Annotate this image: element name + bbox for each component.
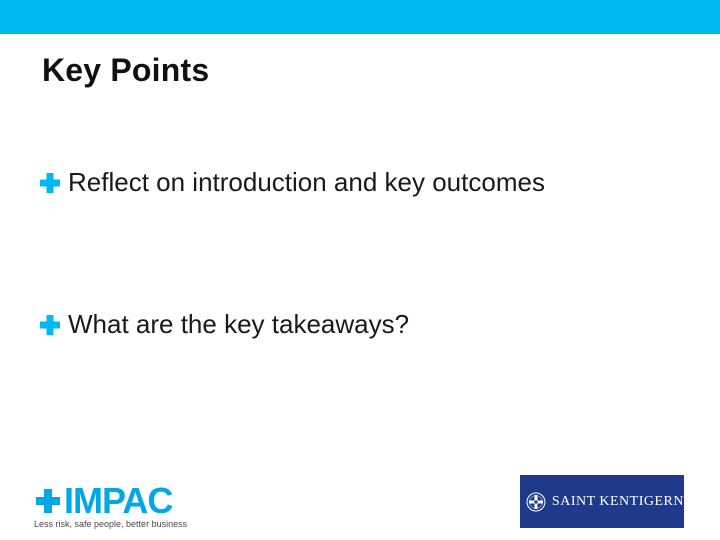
bullet-text: Reflect on introduction and key outcomes — [68, 167, 545, 197]
plus-icon — [38, 170, 62, 196]
impac-tagline: Less risk, safe people, better business — [34, 519, 188, 529]
bullet-text: What are the key takeaways? — [68, 309, 410, 339]
bullet-item — [38, 309, 409, 340]
plus-icon — [34, 487, 62, 515]
slide-title: Key Points — [42, 52, 210, 88]
impac-logo — [34, 480, 188, 531]
saint-kentigern-logo — [520, 475, 684, 528]
crest-icon — [526, 482, 546, 522]
bullet-item — [38, 167, 545, 198]
header-accent-bar — [0, 0, 720, 34]
plus-icon — [38, 312, 62, 338]
impac-wordmark: IMPAC — [64, 480, 173, 521]
saint-kentigern-wordmark: SAINT KENTIGERN — [551, 493, 684, 509]
